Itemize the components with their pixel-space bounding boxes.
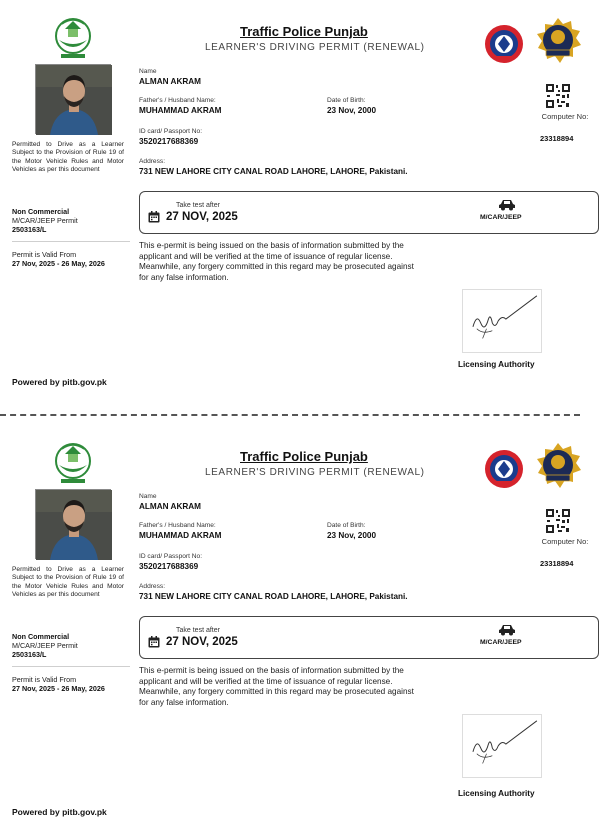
signature-image bbox=[462, 714, 542, 778]
date-of-birth: 23 Nov, 2000 bbox=[327, 531, 377, 540]
police-emblem bbox=[484, 447, 524, 491]
licensing-authority: Licensing Authority bbox=[458, 360, 535, 369]
take-test-label: Take test after bbox=[176, 202, 220, 209]
father-name: MUHAMMAD AKRAM bbox=[139, 531, 222, 540]
qr-code bbox=[545, 508, 571, 534]
father-name: MUHAMMAD AKRAM bbox=[139, 106, 222, 115]
id-label: ID card/ Passport No: bbox=[139, 128, 203, 135]
validity-range: 27 Nov, 2025 - 26 May, 2026 bbox=[12, 259, 105, 268]
vehicle-class: M/CAR/JEEP bbox=[480, 214, 522, 221]
test-date: 27 NOV, 2025 bbox=[166, 636, 238, 648]
validity-label: Permit is Valid From bbox=[12, 675, 77, 684]
take-test-label: Take test after bbox=[176, 627, 220, 634]
computer-number: 23318894 bbox=[540, 559, 574, 568]
permit-subtitle: LEARNER'S DRIVING PERMIT (RENEWAL) bbox=[205, 467, 425, 478]
father-label: Father's / Husband Name: bbox=[139, 97, 216, 104]
validity-label: Permit is Valid From bbox=[12, 250, 77, 259]
permit-vehicle: M/CAR/JEEP Permit bbox=[12, 641, 78, 650]
powered-by: Powered by pitb.gov.pk bbox=[12, 377, 107, 387]
permit-number: 2503163/L bbox=[12, 225, 47, 234]
permit-type-block bbox=[12, 207, 127, 234]
permit-vehicle: M/CAR/JEEP Permit bbox=[12, 216, 78, 225]
applicant-name: ALMAN AKRAM bbox=[139, 502, 202, 511]
name-label: Name bbox=[139, 68, 157, 75]
police-emblem bbox=[484, 22, 524, 66]
test-date-box bbox=[139, 191, 599, 234]
punjab-government-logo bbox=[50, 439, 96, 485]
dob-label: Date of Birth: bbox=[327, 97, 366, 104]
calendar-icon bbox=[148, 636, 160, 648]
dob-label: Date of Birth: bbox=[327, 522, 366, 529]
divider bbox=[12, 241, 130, 242]
address: 731 NEW LAHORE CITY CANAL ROAD LAHORE, LAHORE, Pakistani. bbox=[139, 167, 408, 176]
cut-line bbox=[0, 414, 580, 416]
validity-block bbox=[12, 250, 130, 268]
computer-label: Computer No: bbox=[541, 537, 589, 546]
date-of-birth: 23 Nov, 2000 bbox=[327, 106, 377, 115]
validity-range: 27 Nov, 2025 - 26 May, 2026 bbox=[12, 684, 105, 693]
traffic-police-punjab-badge bbox=[535, 442, 581, 490]
test-date: 27 NOV, 2025 bbox=[166, 211, 238, 223]
permit-card bbox=[0, 0, 589, 405]
permit-subtitle: LEARNER'S DRIVING PERMIT (RENEWAL) bbox=[205, 42, 425, 53]
car-icon bbox=[498, 624, 516, 636]
computer-label: Computer No: bbox=[541, 112, 589, 121]
permit-category: Non Commercial bbox=[12, 632, 70, 641]
vehicle-class: M/CAR/JEEP bbox=[480, 639, 522, 646]
divider bbox=[12, 666, 130, 667]
name-label: Name bbox=[139, 493, 157, 500]
applicant-photo bbox=[35, 489, 111, 559]
permit-number: 2503163/L bbox=[12, 650, 47, 659]
permitted-statement: Permitted to Drive as a Learner Subject to the Provision of Rule 19 of the Motor Vehicle Rules and Motor Vehicles as per this document bbox=[12, 141, 124, 173]
id-label: ID card/ Passport No: bbox=[139, 553, 203, 560]
address-label: Address: bbox=[139, 158, 166, 165]
computer-number: 23318894 bbox=[540, 134, 574, 143]
father-label: Father's / Husband Name: bbox=[139, 522, 216, 529]
permit-title: Traffic Police Punjab bbox=[240, 24, 368, 39]
test-date-box bbox=[139, 616, 599, 659]
address-label: Address: bbox=[139, 583, 166, 590]
id-number: 3520217688369 bbox=[139, 137, 199, 146]
validity-block bbox=[12, 675, 130, 693]
car-icon bbox=[498, 199, 516, 211]
id-number: 3520217688369 bbox=[139, 562, 199, 571]
traffic-police-punjab-badge bbox=[535, 17, 581, 65]
disclaimer: This e-permit is being issued on the basis of information submitted by the applicant and will be verified at the time of issuance of regular license. Meanwhile, any forgery committed in this regard may be prosecuted against for any false information. bbox=[139, 241, 414, 282]
qr-code bbox=[545, 83, 571, 109]
calendar-icon bbox=[148, 211, 160, 223]
punjab-government-logo bbox=[50, 14, 96, 60]
powered-by: Powered by pitb.gov.pk bbox=[12, 807, 107, 817]
address: 731 NEW LAHORE CITY CANAL ROAD LAHORE, LAHORE, Pakistani. bbox=[139, 592, 408, 601]
permitted-statement: Permitted to Drive as a Learner Subject to the Provision of Rule 19 of the Motor Vehicle Rules and Motor Vehicles as per this document bbox=[12, 566, 124, 598]
applicant-photo bbox=[35, 64, 111, 134]
signature-image bbox=[462, 289, 542, 353]
permit-title: Traffic Police Punjab bbox=[240, 449, 368, 464]
permit-type-block bbox=[12, 632, 127, 659]
permit-card-copy bbox=[0, 425, 589, 830]
disclaimer: This e-permit is being issued on the basis of information submitted by the applicant and will be verified at the time of issuance of regular license. Meanwhile, any forgery committed in this regard may be prosecuted against for any false information. bbox=[139, 666, 414, 707]
licensing-authority: Licensing Authority bbox=[458, 789, 535, 798]
applicant-name: ALMAN AKRAM bbox=[139, 77, 202, 86]
permit-category: Non Commercial bbox=[12, 207, 70, 216]
